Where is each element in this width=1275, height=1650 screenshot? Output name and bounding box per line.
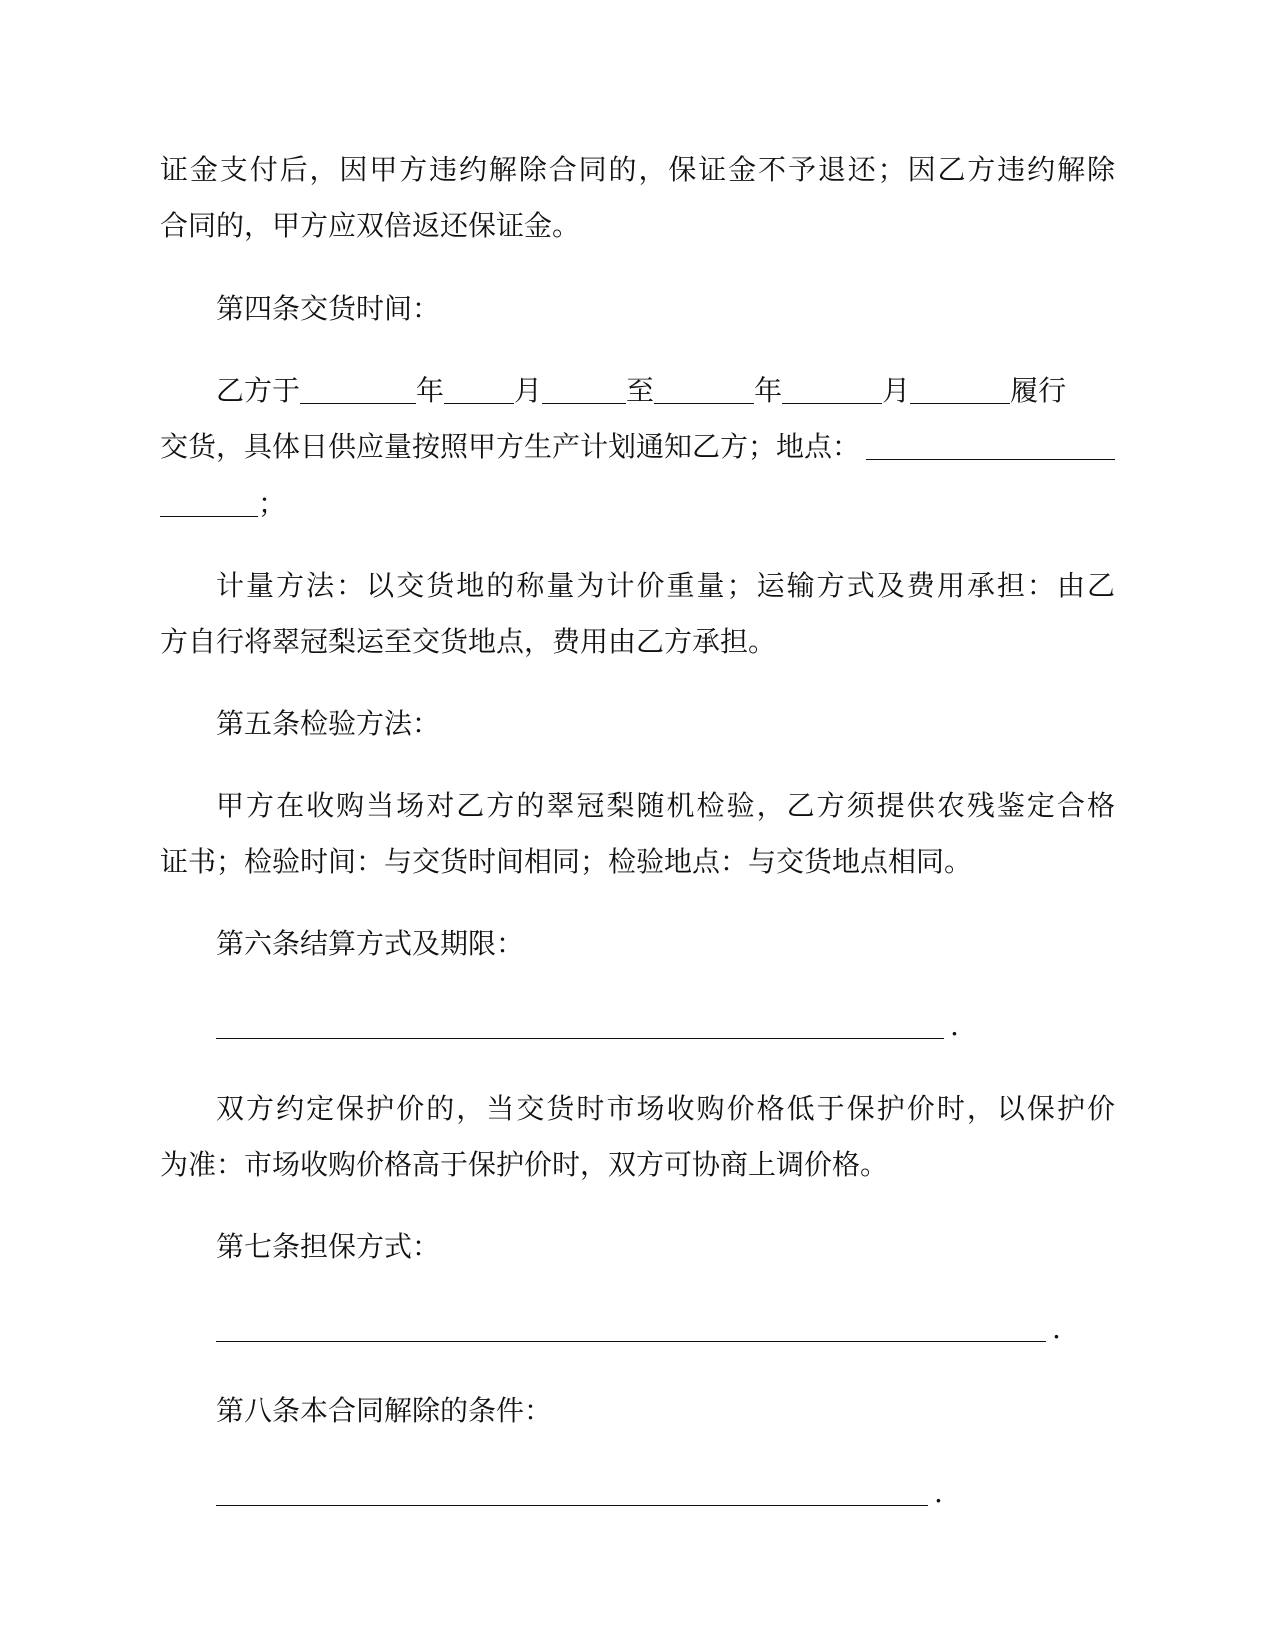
blank-year-start[interactable] xyxy=(300,403,416,404)
blank-settlement[interactable] xyxy=(216,1038,944,1039)
inspection-paragraph-line-2: 证书；检验时间：与交货时间相同；检验地点：与交货地点相同。 xyxy=(160,845,973,878)
article-7-heading: 第七条担保方式： xyxy=(216,1230,441,1263)
guarantee-end-dot: . xyxy=(1052,1312,1061,1345)
blank-day-start[interactable] xyxy=(542,403,626,404)
blank-year-end[interactable] xyxy=(654,403,754,404)
protection-price-line-1: 双方约定保护价的，当交货时市场收购价格低于保护价时，以保护价 xyxy=(216,1092,1115,1125)
perform-label: 履行 xyxy=(1010,374,1067,407)
measure-paragraph-line-2: 方自行将翠冠梨运至交货地点，费用由乙方承担。 xyxy=(160,625,777,658)
blank-month-end[interactable] xyxy=(782,403,882,404)
article-5-heading: 第五条检验方法： xyxy=(216,707,441,740)
delivery-start-text: 乙方于 xyxy=(216,374,301,407)
settlement-end-dot: . xyxy=(950,1009,959,1042)
blank-day-end[interactable] xyxy=(910,403,1010,404)
article-4-heading: 第四条交货时间： xyxy=(216,292,441,325)
article-8-heading: 第八条本合同解除的条件： xyxy=(216,1394,553,1427)
blank-location[interactable] xyxy=(866,459,1115,460)
month-label-1: 月 xyxy=(514,374,543,407)
delivery-location-row xyxy=(160,427,1115,467)
blank-location-continued[interactable] xyxy=(160,516,258,517)
blank-termination[interactable] xyxy=(216,1505,928,1506)
inspection-paragraph-line-1: 甲方在收购当场对乙方的翠冠梨随机检验，乙方须提供农残鉴定合格 xyxy=(216,789,1115,822)
blank-month-start[interactable] xyxy=(444,403,514,404)
termination-end-dot: . xyxy=(934,1476,943,1509)
delivery-location-row-2 xyxy=(160,484,286,524)
delivery-time-row xyxy=(216,371,1115,411)
measure-paragraph-line-1: 计量方法：以交货地的称量为计价重量；运输方式及费用承担：由乙 xyxy=(216,569,1115,602)
to-label: 至 xyxy=(626,374,655,407)
blank-guarantee[interactable] xyxy=(216,1341,1046,1342)
year-label-2: 年 xyxy=(754,374,783,407)
termination-blank-row xyxy=(216,1473,943,1513)
deposit-paragraph-line-2: 合同的，甲方应双倍返还保证金。 xyxy=(160,209,581,242)
month-label-2: 月 xyxy=(882,374,911,407)
article-6-heading: 第六条结算方式及期限： xyxy=(216,927,525,960)
settlement-blank-row xyxy=(216,1006,959,1046)
deposit-paragraph-line-1: 证金支付后，因甲方违约解除合同的，保证金不予退还；因乙方违约解除 xyxy=(160,153,1115,186)
delivery-location-text: 交货，具体日供应量按照甲方生产计划通知乙方；地点： xyxy=(160,430,861,463)
location-end-mark: ； xyxy=(258,487,287,520)
protection-price-line-2: 为准：市场收购价格高于保护价时，双方可协商上调价格。 xyxy=(160,1148,889,1181)
year-label-1: 年 xyxy=(416,374,445,407)
guarantee-blank-row xyxy=(216,1309,1061,1349)
